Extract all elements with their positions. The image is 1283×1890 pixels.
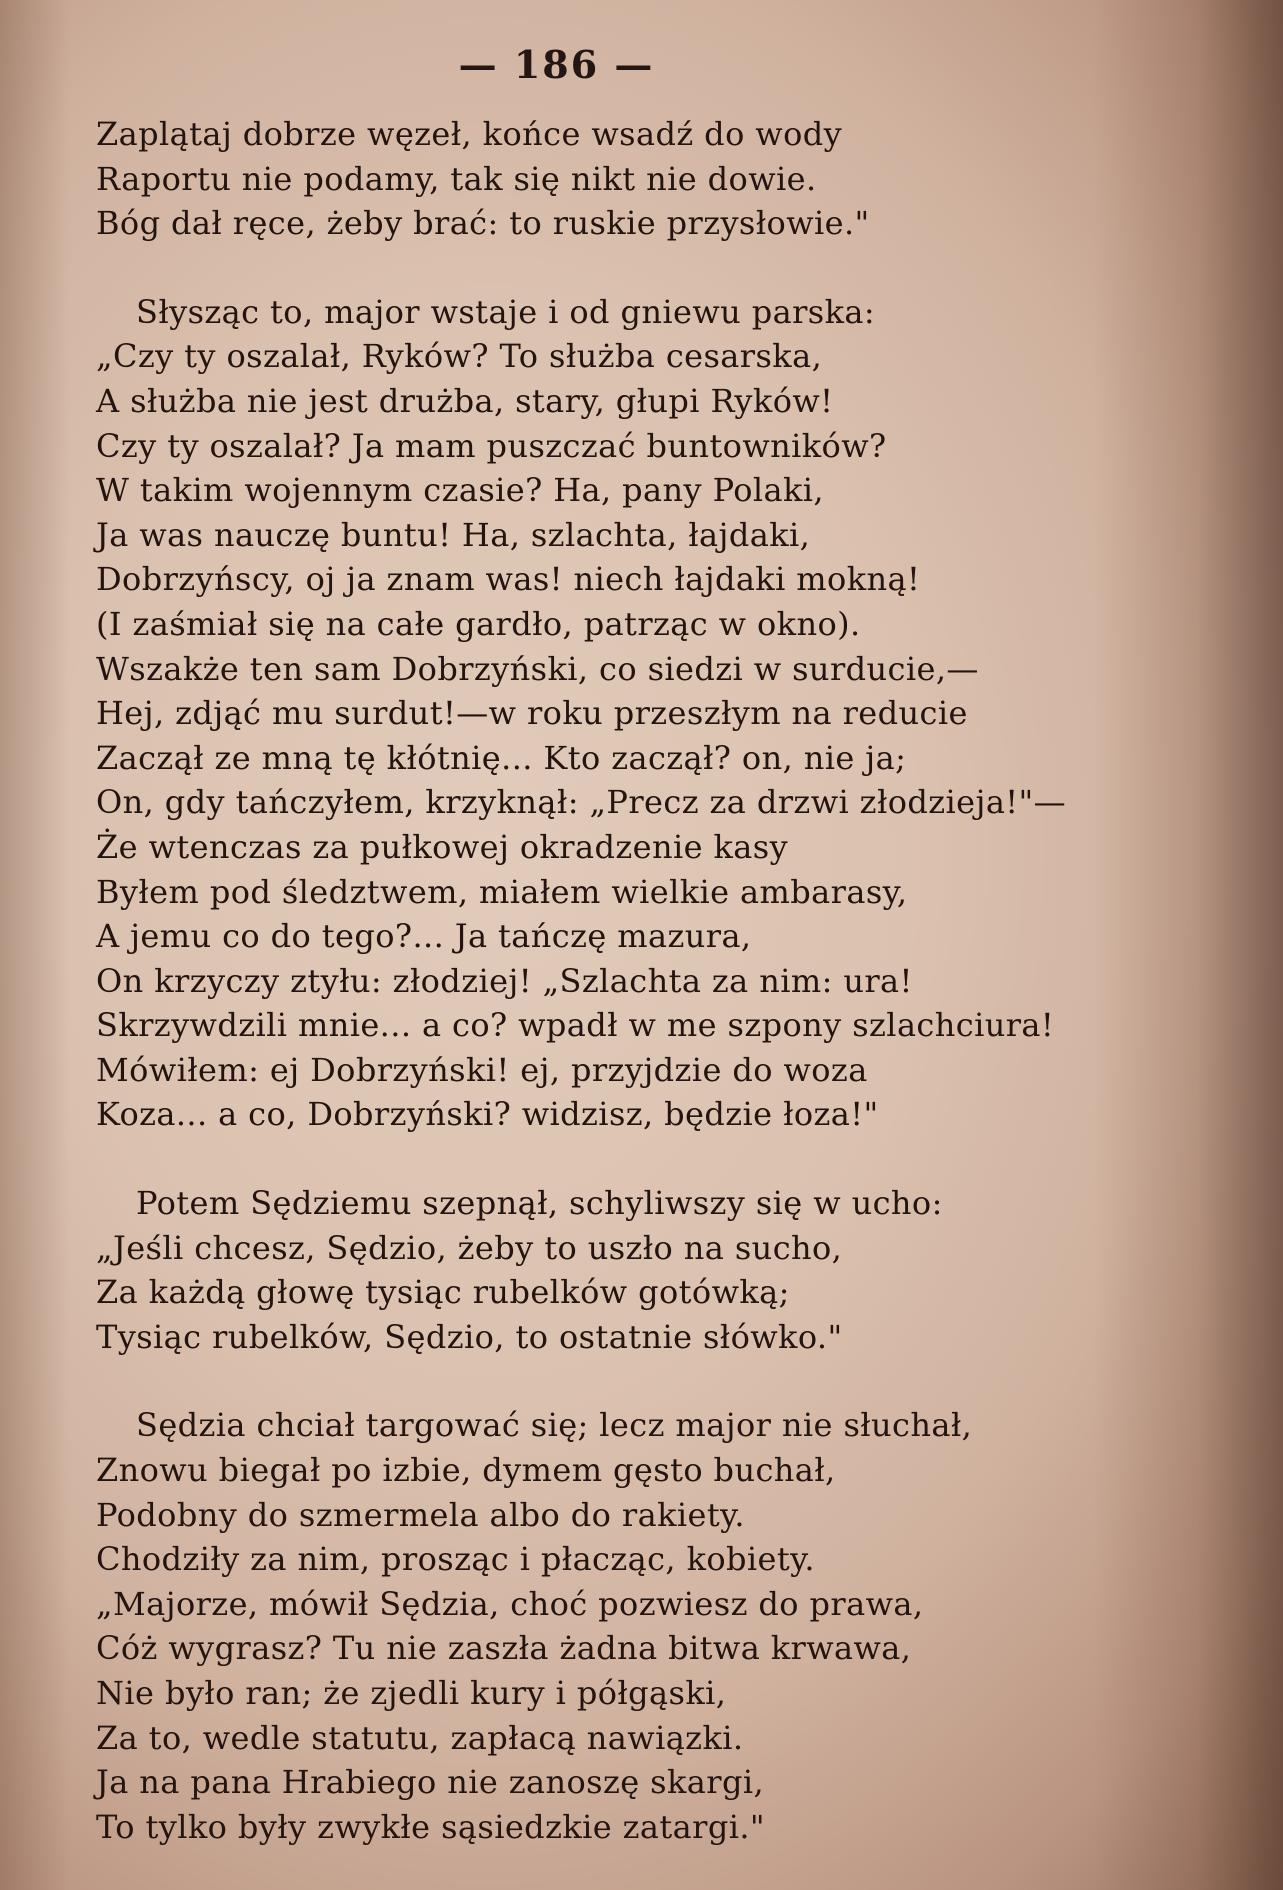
verse-line: Potem Sędziemu szepnął, schyliwszy się w ucho: — [136, 1184, 943, 1223]
verse-line: Znowu biegał po izbie, dymem gęsto buchał, — [96, 1451, 836, 1490]
stanza-2 — [96, 290, 1176, 1137]
verse-line: Ja na pana Hrabiego nie zanoszę skargi, — [96, 1763, 765, 1802]
verse-line: Raportu nie podamy, tak się nikt nie dowie. — [96, 159, 817, 198]
verse-line: Sędzia chciał targować się; lecz major nie słuchał, — [136, 1406, 973, 1445]
verse-line: (I zaśmiał się na całe gardło, patrząc w okno). — [96, 604, 861, 643]
stanza-3 — [96, 1181, 1176, 1359]
verse-line: Hej, zdjąć mu surdut!—w roku przeszłym na reducie — [96, 694, 968, 733]
verse-line: Tysiąc rubelków, Sędzio, to ostatnie słówko." — [96, 1317, 843, 1356]
verse-line: Chodziły za nim, prosząc i płacząc, kobiety. — [96, 1540, 815, 1579]
verse-line: On, gdy tańczyłem, krzyknął: „Precz za drzwi złodzieja!"— — [96, 783, 1067, 822]
verse-line: Koza... a co, Dobrzyński? widzisz, będzie łoza!" — [96, 1095, 879, 1134]
verse-line: Wszakże ten sam Dobrzyński, co siedzi w surducie,— — [96, 649, 979, 688]
verse-line: Za to, wedle statutu, zapłacą nawiązki. — [96, 1718, 744, 1757]
page-number: — 186 — — [458, 42, 655, 87]
verse-line: W takim wojennym czasie? Ha, pany Polaki, — [96, 471, 825, 510]
verse-line: Mówiłem: ej Dobrzyński! ej, przyjdzie do woza — [96, 1050, 868, 1089]
verse-line: A jemu co do tego?... Ja tańczę mazura, — [96, 917, 752, 956]
verse-line: Bóg dał ręce, żeby brać: to ruskie przysłowie." — [96, 204, 870, 243]
verse-line: Zaczął ze mną tę kłótnię... Kto zaczął? on, nie ja; — [96, 738, 907, 777]
verse-line: Byłem pod śledztwem, miałem wielkie ambarasy, — [96, 872, 908, 911]
verse-line: Dobrzyńscy, oj ja znam was! niech łajdaki mokną! — [96, 560, 921, 599]
verse-line: To tylko były zwykłe sąsiedzkie zatargi." — [96, 1807, 766, 1846]
verse-line: A służba nie jest drużba, stary, głupi Ryków! — [96, 381, 834, 420]
verse-line: Czy ty oszalał? Ja mam puszczać buntowników? — [96, 426, 887, 465]
verse-line: Zaplątaj dobrze węzeł, końce wsadź do wody — [96, 115, 843, 153]
verse-line: Skrzywdzili mnie... a co? wpadł w me szpony szlachciura! — [96, 1006, 1055, 1045]
verse-line: „Czy ty oszalał, Ryków? To służba cesarska, — [96, 337, 823, 376]
verse-line: On krzyczy ztyłu: złodziej! „Szlachta za nim: ura! — [96, 961, 913, 1000]
verse-line: „Majorze, mówił Sędzia, choć pozwiesz do prawa, — [96, 1584, 924, 1623]
verse-line: „Jeśli chcesz, Sędzio, żeby to uszło na sucho, — [96, 1228, 843, 1267]
verse-line: Za każdą głowę tysiąc rubelków gotówką; — [96, 1273, 790, 1312]
poem-text — [96, 112, 1176, 1890]
verse-line: Że wtenczas za pułkowej okradzenie kasy — [96, 827, 789, 866]
verse-line: Podobny do szmermela albo do rakiety. — [96, 1495, 745, 1534]
verse-line: Cóż wygrasz? Tu nie zaszła żadna bitwa krwawa, — [96, 1629, 912, 1668]
verse-line: Słysząc to, major wstaje i od gniewu parska: — [136, 292, 876, 331]
verse-line: Nie było ran; że zjedli kury i półgąski, — [96, 1674, 727, 1712]
verse-line: Ja was nauczę buntu! Ha, szlachta, łajdaki, — [96, 515, 811, 554]
stanza-1 — [96, 112, 1176, 246]
stanza-4 — [96, 1403, 1176, 1849]
